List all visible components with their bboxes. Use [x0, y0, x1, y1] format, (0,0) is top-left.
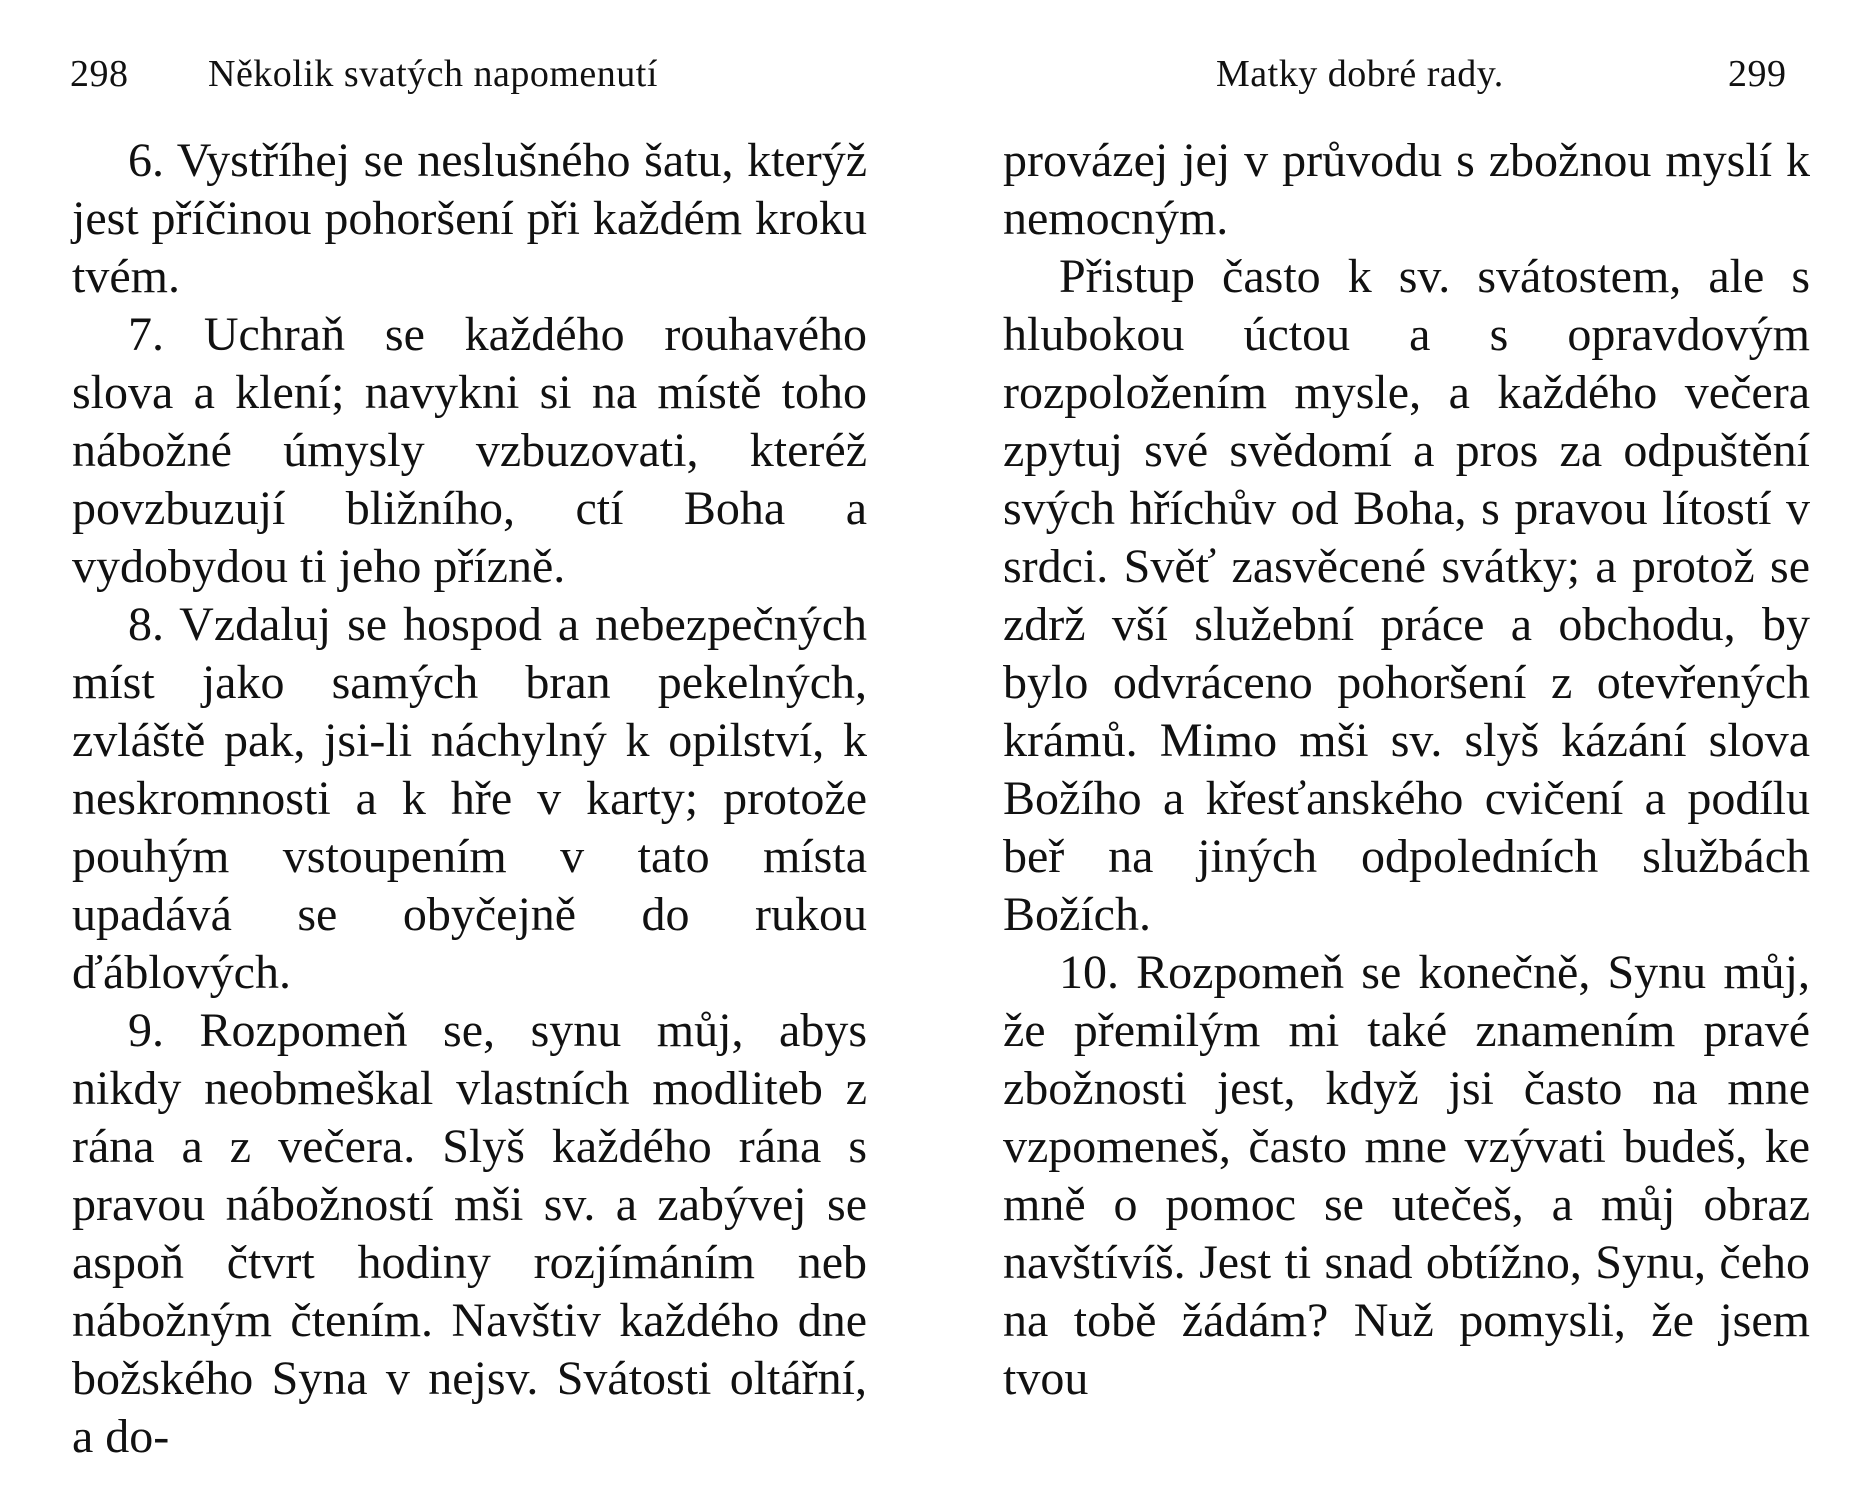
right-page-number: 299 — [1728, 53, 1787, 95]
right-page-body — [1003, 132, 1810, 1408]
paragraph-9-sacraments: Přistup často k sv. svátostem, ale s hlubokou úctou a s opravdovým rozpoložením mysle, a každého večera zpytuj své svědomí a pros za odpuštění svých hříchův od Boha, s pravou lítostí v srdci. Svěť zasvěcené svátky; a protož se zdrž vší služební práce a obchodu, by bylo odvráceno pohoršení z otevřených krámů. Mimo mši sv. slyš kázání slova Božího a křesťanského cvičení a podílu beř na jiných odpoledních službách Božích. — [1003, 250, 1810, 941]
paragraph-6: 6. Vystříhej se neslušného šatu, kterýž jest příčinou pohoršení při každém kroku tvém. — [72, 134, 867, 303]
right-running-title: Matky dobré rady. — [1216, 53, 1504, 95]
paragraph-7: 7. Uchraň se každého rouhavého slova a klení; navykni si na místě toho nábožné úmysly vzbuzovati, kteréž povzbuzují bližního, ctí Boha a vydobydou ti jeho přízně. — [72, 308, 867, 593]
paragraph-10: 10. Rozpomeň se konečně, Synu můj, že přemilým mi také znamením pravé zbožnosti jest, když jsi často na mne vzpomeneš, často mne vzývati budeš, ke mně o pomoc se utečeš, a můj obraz navštívíš. Jest ti snad obtížno, Synu, čeho na tobě žádám? Nuž pomysli, že jsem tvou — [1003, 946, 1810, 1405]
right-page — [931, 0, 1862, 1500]
left-page-number: 298 — [70, 53, 129, 95]
paragraph-9: 9. Rozpomeň se, synu můj, abys nikdy neobmeškal vlastních modliteb z rána a z večera. Slyš každého rána s pravou nábožností mši sv. a zabývej se aspoň čtvrt hodiny rozjímáním neb nábožným čtením. Navštiv každého dne božského Syna v nejsv. Svátosti oltářní, a do- — [72, 1004, 867, 1463]
paragraph-8: 8. Vzdaluj se hospod a nebezpečných míst jako samých bran pekelných, zvláště pak, jsi-li náchylný k opilství, k neskromnosti a k hře v karty; protože pouhým vstoupením v tato místa upadává se obyčejně do rukou ďáblových. — [72, 598, 867, 999]
left-running-title: Několik svatých napomenutí — [208, 53, 658, 95]
left-page-header — [0, 52, 931, 102]
right-page-header — [931, 52, 1862, 102]
paragraph-9-continued: provázej jej v průvodu s zbožnou myslí k nemocným. — [1003, 134, 1810, 245]
left-page-body — [72, 132, 867, 1466]
